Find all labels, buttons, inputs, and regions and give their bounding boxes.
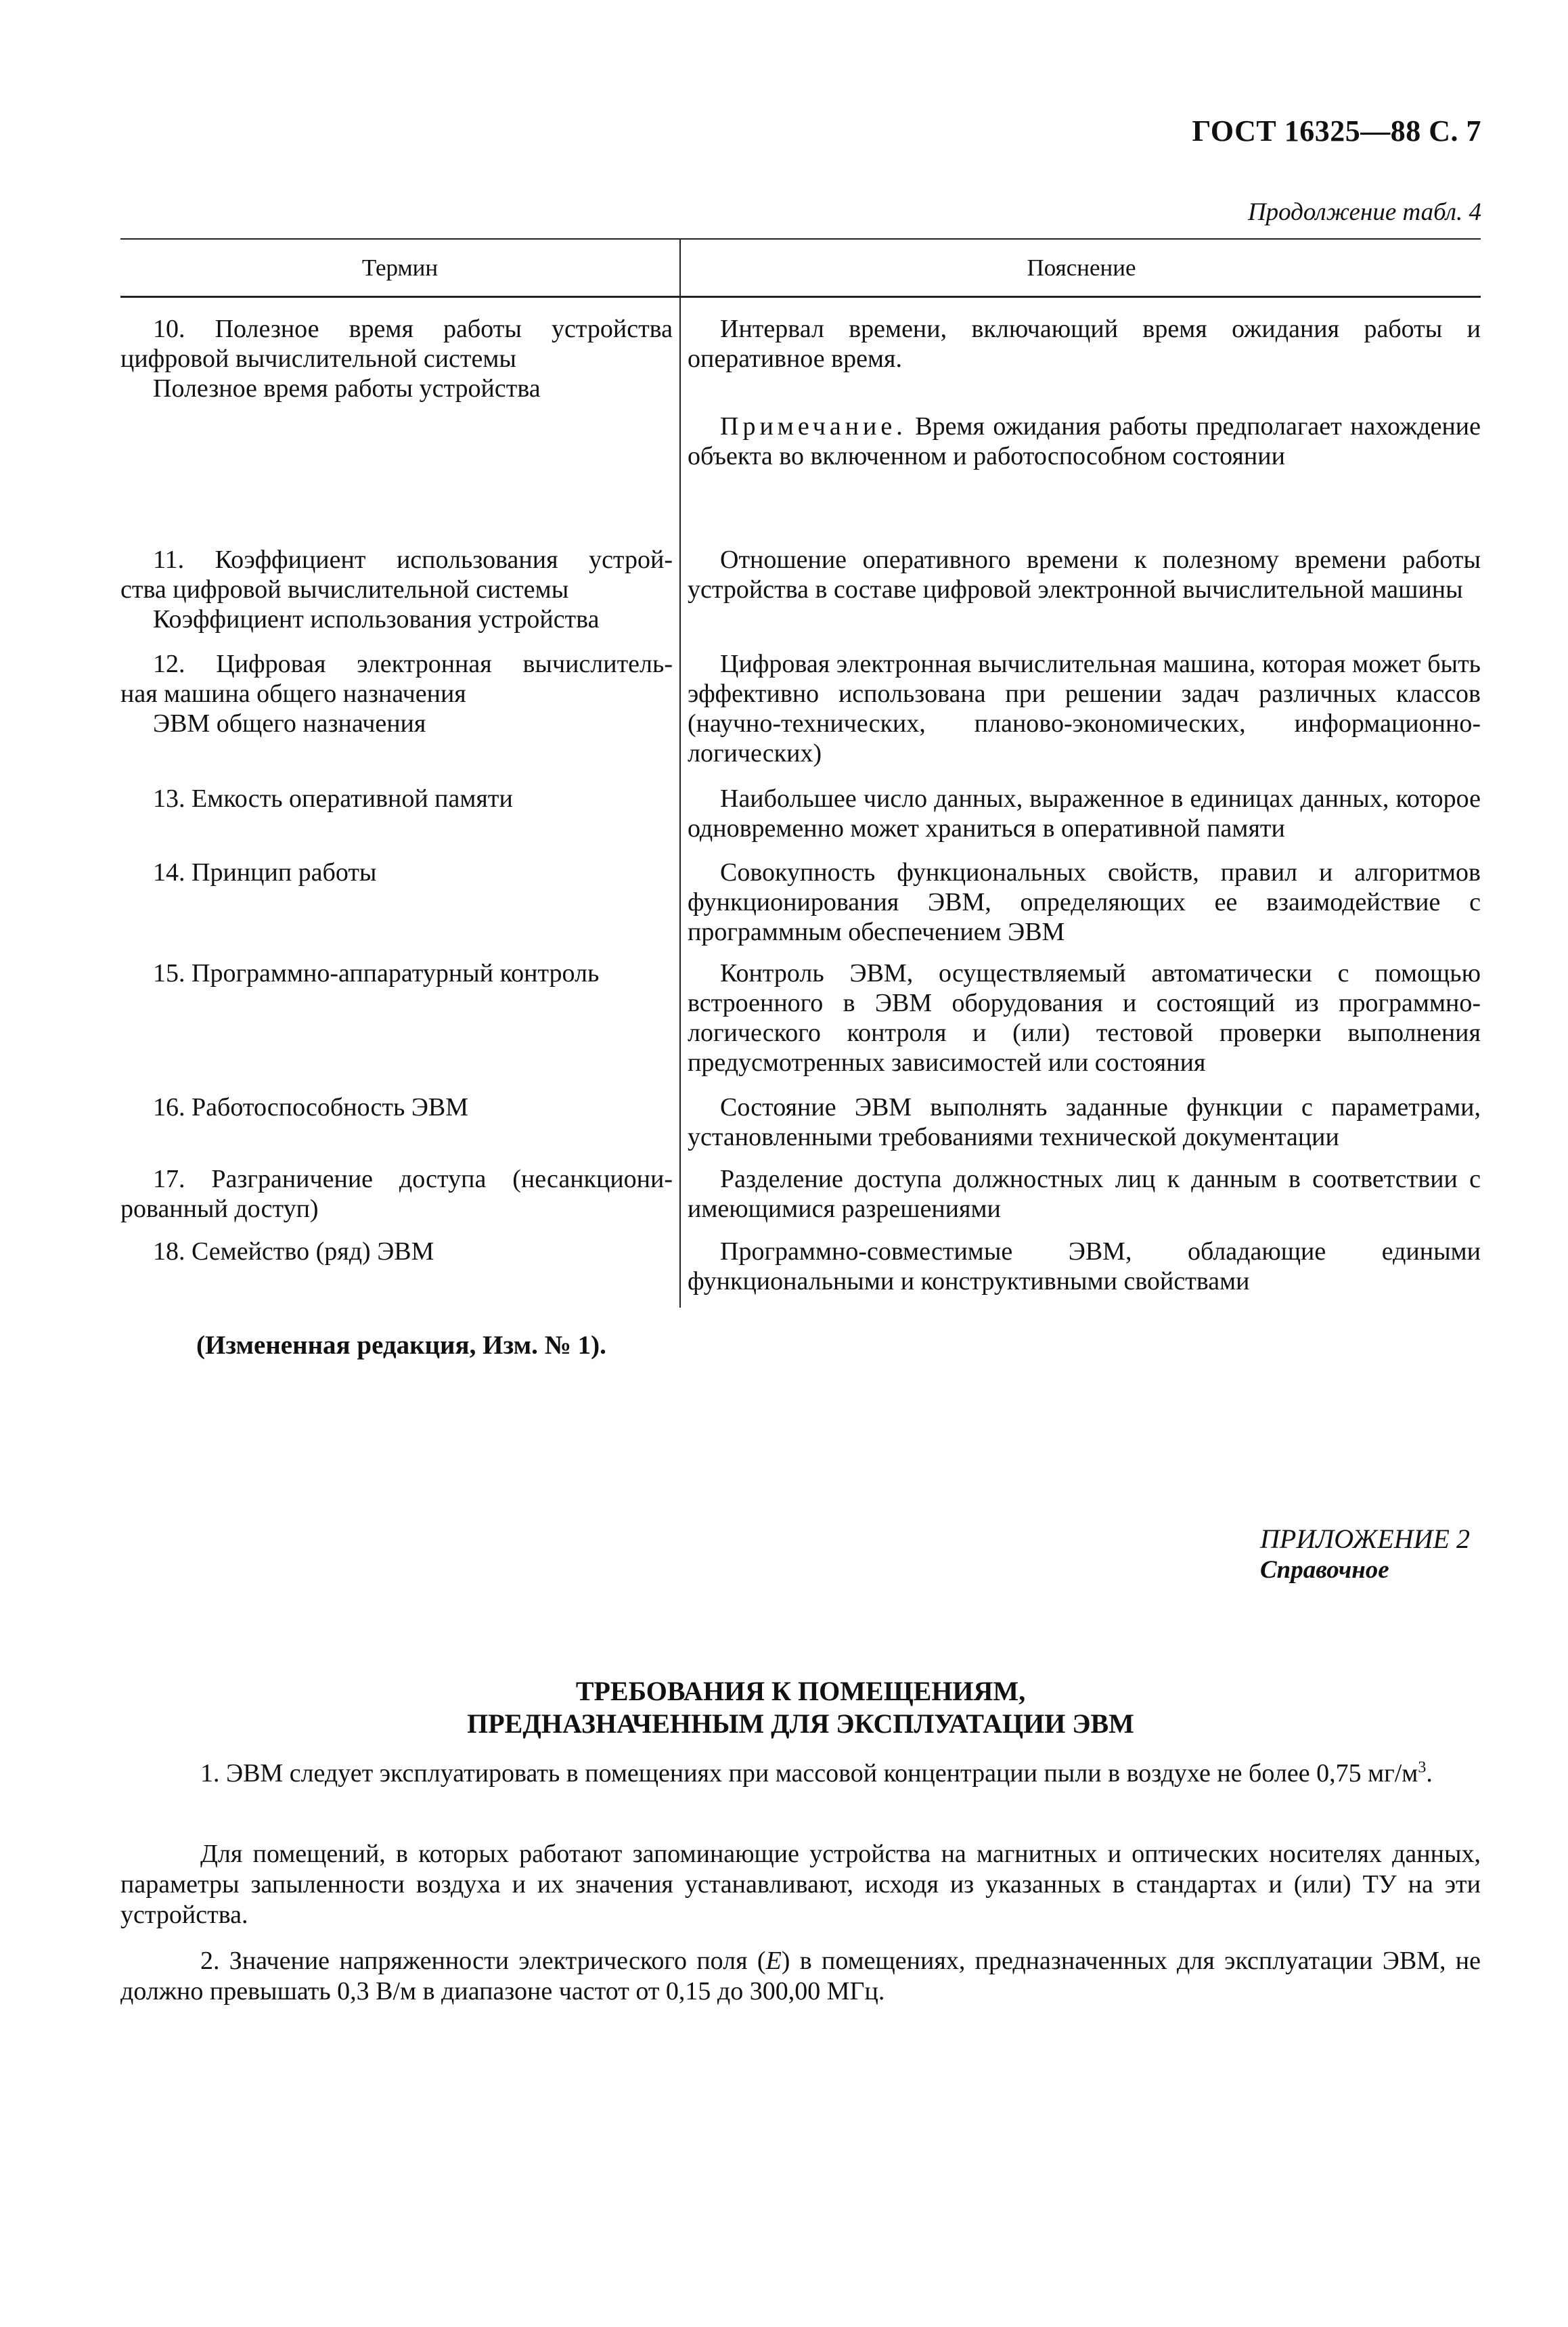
term-line: 11. Коэффициент использования устрой- xyxy=(153,546,673,574)
table-continuation-note: Продолжение табл. 4 xyxy=(1247,198,1481,226)
note-label: Примечание. xyxy=(720,412,907,441)
term-line: ства цифровой вычислительной системы xyxy=(120,575,569,604)
explanation-cell xyxy=(688,1092,1481,1152)
explanation-cell xyxy=(688,1237,1481,1296)
requirement-paragraph-2 xyxy=(120,1839,1481,1930)
standard-page-code: ГОСТ 16325—88 С. 7 xyxy=(1192,114,1481,148)
term-line: ная машина общего назначения xyxy=(120,680,466,708)
term-line: 18. Семейство (ряд) ЭВМ xyxy=(153,1237,434,1266)
explanation-text: Цифровая электронная вычислительная машина, которая может быть эффективно использована при решении задач различных классов (научно-технических, планово-экономических, информационно-логических) xyxy=(688,650,1481,768)
term-line: 17. Разграничение доступа (несанкциони- xyxy=(153,1165,673,1193)
term-line: рованный доступ) xyxy=(120,1195,319,1223)
column-header-explanation: Пояснение xyxy=(1027,254,1136,281)
term-line: 16. Работоспособность ЭВМ xyxy=(153,1093,469,1122)
explanation-text: Состояние ЭВМ выполнять заданные функции с параметрами, установленными требованиями технической документации xyxy=(688,1093,1481,1151)
requirements-title-line: ПРЕДНАЗНАЧЕННЫМ ДЛЯ ЭКСПЛУАТАЦИИ ЭВМ xyxy=(467,1708,1134,1739)
term-cell xyxy=(120,1092,673,1122)
explanation-cell xyxy=(688,649,1481,768)
explanation-cell xyxy=(688,1164,1481,1224)
explanation-text: Наибольшее число данных, выраженное в единицах данных, которое одновременно может храниться в оперативной памяти xyxy=(688,784,1481,843)
explanation-text: Интервал времени, включающий время ожидания работы и оперативное время. xyxy=(688,315,1481,373)
note-text: Время ожидания работы предполагает нахождение объекта во включенном и работоспособном состоянии xyxy=(688,412,1481,470)
term-cell xyxy=(120,649,673,738)
table-top-rule xyxy=(120,238,1481,240)
paragraph-text: 2. Значение напряженности электрического поля ( xyxy=(200,1947,766,1975)
term-line: Коэффициент использования устройства xyxy=(153,605,600,634)
paragraph-text: Для помещений, в которых работают запоминающие устройства на магнитных и оптических носителях данных, параметры запыленности воздуха и их значения устанавливают, исходя из указанных в стандартах и (или) ТУ на эти устройства. xyxy=(120,1840,1481,1929)
variable-symbol: E xyxy=(765,1947,782,1975)
paragraph-text: 1. ЭВМ следует эксплуатировать в помещениях при массовой концентрации пыли в воздухе не более 0,75 мг/м xyxy=(200,1759,1418,1788)
explanation-cell xyxy=(688,784,1481,843)
explanation-text: Совокупность функциональных свойств, правил и алгоритмов функционирования ЭВМ, определяющих ее взаимодействие с программным обеспечением ЭВМ xyxy=(688,858,1481,946)
term-line: 12. Цифровая электронная вычислитель- xyxy=(153,650,673,678)
explanation-cell xyxy=(688,858,1481,947)
term-cell xyxy=(120,545,673,634)
term-line: 15. Программно-аппаратурный контроль xyxy=(153,959,600,988)
term-line: 13. Емкость оперативной памяти xyxy=(153,784,513,813)
term-cell xyxy=(120,314,673,403)
term-cell xyxy=(120,858,673,887)
explanation-cell xyxy=(688,545,1481,604)
explanation-cell xyxy=(688,314,1481,471)
amendment-note: (Измененная редакция, Изм. № 1). xyxy=(196,1331,606,1360)
explanation-text: Программно-совместимые ЭВМ, обладающие едиными функциональными и конструктивными свойствами xyxy=(688,1237,1481,1295)
appendix-title: ПРИЛОЖЕНИЕ 2 xyxy=(1260,1524,1470,1554)
paragraph-end: . xyxy=(1426,1759,1433,1788)
explanation-text: Разделение доступа должностных лиц к данным в соответствии с имеющимися разрешениями xyxy=(688,1165,1481,1223)
term-cell xyxy=(120,1237,673,1266)
term-line: 14. Принцип работы xyxy=(153,858,377,887)
table-header-rule xyxy=(120,296,1481,298)
requirement-paragraph-1 xyxy=(120,1758,1481,1789)
term-cell xyxy=(120,784,673,814)
term-line: ЭВМ общего назначения xyxy=(153,709,426,738)
term-line: Полезное время работы устройства xyxy=(153,374,541,403)
superscript: 3 xyxy=(1418,1758,1427,1777)
term-cell xyxy=(120,958,673,988)
term-line: 10. Полезное время работы устройства xyxy=(153,315,673,343)
term-line: цифровой вычислительной системы xyxy=(120,345,516,373)
column-header-term: Термин xyxy=(361,254,439,281)
requirements-title-line: ТРЕБОВАНИЯ К ПОМЕЩЕНИЯМ, xyxy=(575,1676,1026,1706)
paragraph-text: ) в помещениях, предназначенных для эксплуатации ЭВМ, не должно превышать 0,3 В/м в диапазоне частот от 0,15 до 300,00 МГц. xyxy=(120,1947,1481,2005)
explanation-cell xyxy=(688,958,1481,1078)
requirement-paragraph-3 xyxy=(120,1946,1481,2007)
term-cell xyxy=(120,1164,673,1224)
note-paragraph xyxy=(688,412,1481,471)
requirements-title xyxy=(120,1675,1481,1740)
explanation-text: Контроль ЭВМ, осуществляемый автоматически с помощью встроенного в ЭВМ оборудования и состоящий из программно-логического контроля и (или) тестовой проверки выполнения предусмотренных зависимостей или состояния xyxy=(688,959,1481,1077)
appendix-subtitle: Справочное xyxy=(1260,1556,1389,1584)
table-column-divider xyxy=(679,238,681,1308)
explanation-text: Отношение оперативного времени к полезному времени работы устройства в составе цифровой электронной вычислительной машины xyxy=(688,546,1481,604)
